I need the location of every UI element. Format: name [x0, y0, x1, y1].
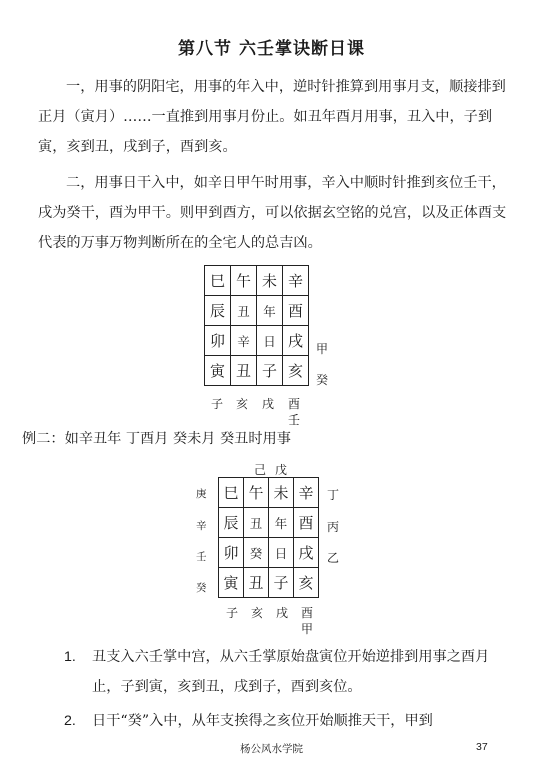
grid2-left-label: 辛 [196, 520, 207, 532]
grid1-cell: 酉 [283, 296, 309, 326]
list-item-text: 丑支入六壬掌中宫，从六壬掌原始盘寅位开始逆排到用事之酉月止，子到寅，亥到丑，戌到子，酉到亥位。 [92, 649, 490, 695]
grid1-cell: 未 [257, 266, 283, 296]
grid1-cell: 日 [257, 326, 283, 356]
paragraph-1: 一，用事的阴阳宅，用事的年入中，逆时针推算到用事月支，顺接排到正月（寅月）……一直推到用事月份止。如丑年酉月用事，丑入中，子到寅，亥到丑，戌到子，酉到亥。 [38, 79, 506, 155]
grid2-cell: 巳 [219, 478, 244, 508]
grid1-cell: 巳 [205, 266, 231, 296]
grid1-bottom-label: 亥 [236, 397, 249, 411]
grid1-bottom-label: 子 [211, 397, 224, 411]
grid2-cell: 辰 [219, 508, 244, 538]
grid2-cell: 未 [269, 478, 294, 508]
grid2-cell: 酉 [294, 508, 319, 538]
grid2-bottom-label: 子 [226, 606, 239, 620]
grid2-top-label: 戊 [275, 463, 288, 477]
list-item-number: 2. [64, 713, 76, 729]
grid1-cell: 子 [257, 356, 283, 386]
grid2-cell: 癸 [244, 538, 269, 568]
footer-text: 杨公风水学院 [240, 743, 303, 755]
grid1-cell: 年 [257, 296, 283, 326]
grid2-cell: 亥 [294, 568, 319, 598]
grid2-bottom-label: 戌 [276, 606, 289, 620]
grid2-cell: 子 [269, 568, 294, 598]
grid2-right-label: 丁 [327, 488, 340, 502]
grid1-cell: 辛 [231, 326, 257, 356]
grid1-cell: 丑 [231, 356, 257, 386]
grid2-cell: 丑 [244, 508, 269, 538]
palm-grid-2 [218, 477, 319, 598]
grid2-bottom-label: 亥 [251, 606, 264, 620]
grid1-right-label: 癸 [316, 373, 329, 387]
palm-grid-1 [204, 265, 309, 386]
grid1-bottom-label: 壬 [288, 413, 301, 427]
grid1-right-label: 甲 [316, 342, 329, 356]
grid2-top-label: 己 [254, 463, 267, 477]
grid2-bottom-label: 甲 [301, 622, 314, 636]
grid1-cell: 寅 [205, 356, 231, 386]
grid2-right-label: 乙 [327, 551, 340, 565]
grid2-left-label: 癸 [196, 582, 207, 594]
example-label: 例二：如辛丑年 丁酉月 癸未月 癸丑时用事 [22, 431, 291, 447]
grid2-right-label: 丙 [327, 520, 340, 534]
grid2-cell: 丑 [244, 568, 269, 598]
grid2-cell: 辛 [294, 478, 319, 508]
list-item [64, 706, 512, 736]
grid1-bottom-label: 酉 [288, 397, 301, 411]
grid1-cell: 丑 [231, 296, 257, 326]
grid2-cell: 寅 [219, 568, 244, 598]
grid2-cell: 日 [269, 538, 294, 568]
grid1-cell: 午 [231, 266, 257, 296]
list-item-number: 1. [64, 649, 76, 665]
page-title: 第八节 六壬掌诀断日课 [178, 39, 365, 59]
grid2-left-label: 庚 [196, 488, 207, 500]
grid2-bottom-label: 酉 [301, 606, 314, 620]
grid1-cell: 亥 [283, 356, 309, 386]
list-item [64, 642, 512, 702]
grid1-bottom-label: 戌 [262, 397, 275, 411]
list-item-text: 日干“癸”入中，从年支挨得之亥位开始顺推天干，甲到 [92, 713, 433, 729]
page-number: 37 [476, 741, 488, 753]
grid1-cell: 卯 [205, 326, 231, 356]
grid1-cell: 戌 [283, 326, 309, 356]
grid1-cell: 辛 [283, 266, 309, 296]
grid2-cell: 年 [269, 508, 294, 538]
grid1-cell: 辰 [205, 296, 231, 326]
grid2-cell: 午 [244, 478, 269, 508]
paragraph-2: 二，用事日干入中，如辛日甲午时用事，辛入中顺时针推到亥位壬干，戌为癸干，酉为甲干。则甲到酉方，可以依据玄空铭的兑宫，以及正体酉支代表的万事万物判断所在的全宅人的总吉凶。 [38, 175, 507, 251]
grid2-left-label: 壬 [196, 551, 207, 563]
grid2-cell: 戌 [294, 538, 319, 568]
grid2-cell: 卯 [219, 538, 244, 568]
